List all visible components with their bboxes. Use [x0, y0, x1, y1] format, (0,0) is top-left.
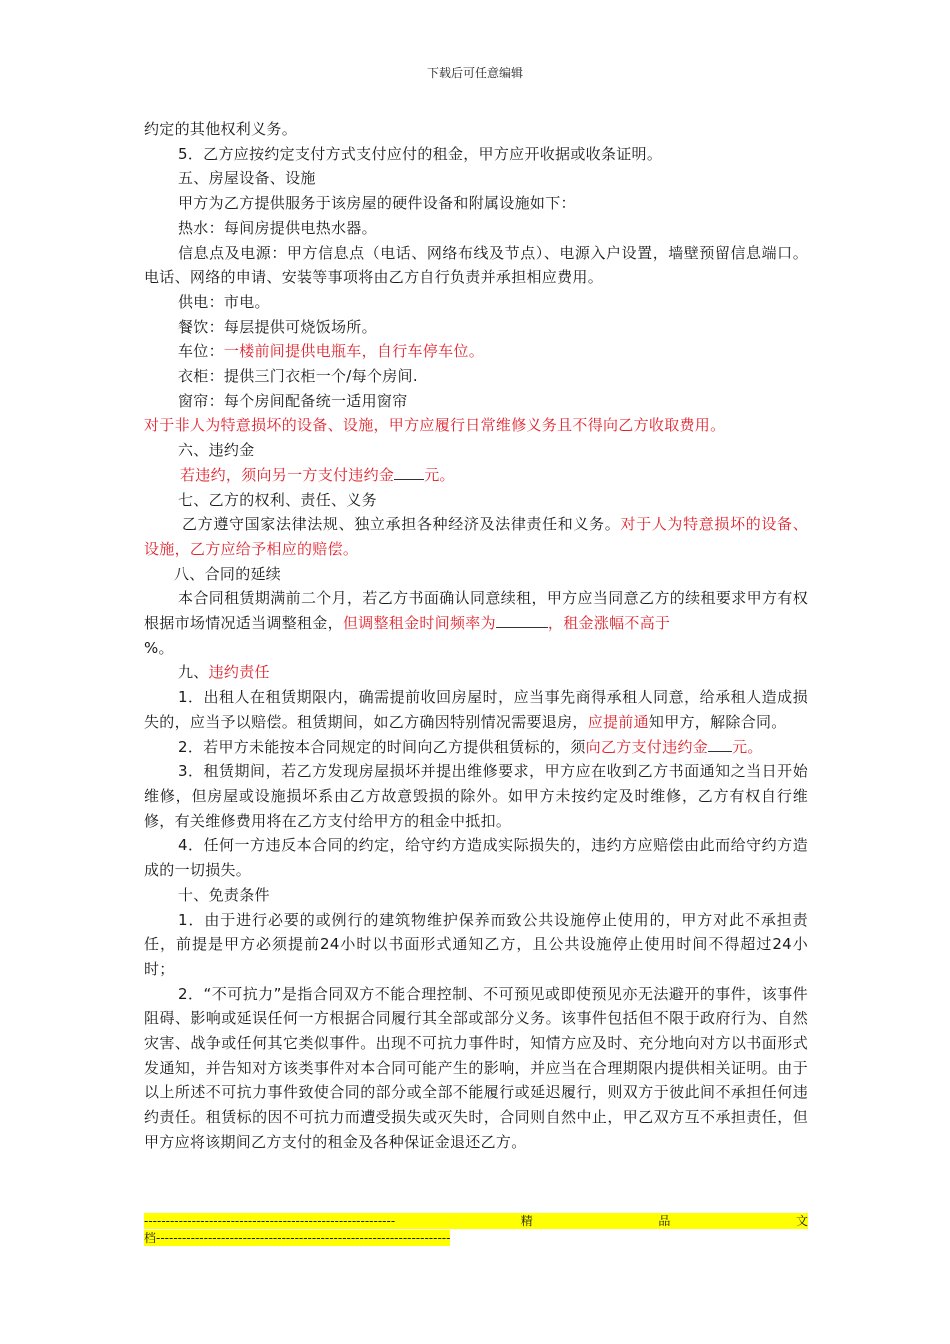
section-heading: 五、房屋设备、设施 — [178, 169, 316, 188]
section-heading: 六、违约金 — [178, 441, 255, 460]
highlight-text: 但调整租金时间频率为 — [342, 614, 496, 633]
text-run: 元。 — [424, 465, 455, 484]
section-heading: 八、合同的延续 — [174, 564, 282, 583]
paragraph — [144, 586, 808, 660]
footer-dashes: ---------------------------------------------------------- — [144, 1214, 396, 1228]
paragraph: 供电：市电。 — [178, 292, 270, 311]
text-run: %。 — [144, 638, 174, 657]
paragraph: 5．乙方应按约定支付方式支付应付的租金，甲方应开收据或收条证明。 — [178, 144, 663, 163]
paragraph: 甲方为乙方提供服务于该房屋的硬件设备和附属设施如下： — [178, 194, 576, 213]
paragraph — [144, 512, 808, 561]
paragraph: 2．“不可抗力”是指合同双方不能合理控制、不可预见或即使预见亦无法避开的事件，该事件阻碍、影响或延误任何一方根据合同履行其全部或部分义务。该事件包括但不限于政府行为、自然灾害、战争或任何其它类似事件。出现不可抗力事件时，知情方应及时、充分地向对方以书面形式发通知，并告知对方该类事件对本合同可能产生的影响，并应当在合理期限内提供相关证明。由于以上所述不可抗力事件致使合同的部分或全部不能履行或延迟履行，则双方于彼此间不承担任何违约责任。租赁标的因不可抗力而遭受损失或灭失时，合同则自然中止，甲乙双方互不承担责任，但甲方应将该期间乙方支付的租金及各种保证金退还乙方。 — [144, 984, 808, 1151]
highlight-text: 应提前通 — [587, 712, 649, 731]
blank-line — [496, 613, 548, 628]
text-run: 乙方遵守国家法律法规、独立承担各种经济及法律责任和义务。 — [182, 515, 621, 534]
highlight-text: ，租金涨幅不高于 — [547, 614, 671, 633]
footer-char: 品 — [658, 1214, 671, 1228]
text-run: 2．若甲方未能按本合同规定的时间向乙方提供租赁标的，须 — [178, 737, 586, 756]
paragraph — [144, 685, 808, 734]
highlight-text: 一楼前间提供电瓶车，自行车停车位。 — [223, 342, 485, 361]
highlight-paragraph: 对于非人为特意损坏的设备、设施，甲方应履行日常维修义务且不得向乙方收取费用。 — [144, 416, 726, 435]
page-footer — [144, 1213, 808, 1246]
blank-line — [394, 465, 424, 480]
paragraph: 信息点及电源：甲方信息点（电话、网络布线及节点）、电源入户设置，墙壁预留信息端口。电话、网络的申请、安装等事项将由乙方自行负责并承担相应费用。 — [144, 243, 808, 287]
paragraph: 4．任何一方违反本合同的约定，给守约方造成实际损失的，违约方应赔偿由此而给守约方造成的一切损失。 — [144, 836, 808, 880]
text-run: 若违约，须向另一方支付违约金 — [180, 465, 395, 484]
document-body — [144, 117, 808, 1155]
text-run: 九、 — [178, 663, 209, 682]
footer-char: 文 — [795, 1214, 808, 1228]
paragraph: 餐饮：每层提供可烧饭场所。 — [178, 317, 377, 336]
section-heading: 七、乙方的权利、责任、义务 — [178, 490, 377, 509]
paragraph — [144, 735, 808, 760]
highlight-text: 对于人为特意损坏的设备、设施，乙方应给予相应的赔偿。 — [144, 515, 808, 558]
text-run: 本合同租赁期满前二个月，若乙方书面确认同意续租，甲方应当同意乙方的续租要求甲方有权根据市场情况适当调整租金， — [144, 589, 808, 633]
text-run: 车位： — [178, 342, 224, 361]
footer-line — [144, 1213, 808, 1229]
highlight-text: 元。 — [732, 737, 763, 756]
paragraph: 窗帘：每个房间配备统一适用窗帘 — [178, 391, 408, 410]
footer-line: 档-------------------------------------------------------------------- — [144, 1231, 451, 1245]
paragraph: 衣柜：提供三门衣柜一个/每个房间. — [178, 367, 418, 386]
section-heading: 十、免责条件 — [178, 885, 270, 904]
highlight-text: 向乙方支付违约金 — [585, 737, 709, 756]
highlight-paragraph — [144, 463, 808, 488]
paragraph: 3．租赁期间，若乙方发现房屋损坏并提出维修要求，甲方应在收到乙方书面通知之当日开始维修，但房屋或设施损坏系由乙方故意毁损的除外。如甲方未按约定及时维修，乙方有权自行维修，有关维修费用将在乙方支付给甲方的租金中抵扣。 — [144, 762, 808, 830]
section-heading — [144, 660, 808, 685]
paragraph: 1．由于进行必要的或例行的建筑物维护保养而致公共设施停止使用的，甲方对此不承担责任，前提是甲方必须提前24小时以书面形式通知乙方，且公共设施停止使用时间不得超过24小时； — [144, 910, 808, 978]
blank-line — [708, 737, 732, 752]
footer-char: 精 — [520, 1214, 533, 1228]
page-header: 下载后可任意编辑 — [426, 66, 523, 80]
paragraph: 热水：每间房提供电热水器。 — [178, 218, 377, 237]
text-run: 知甲方，解除合同。 — [648, 712, 787, 731]
text-run: 1．出租人在租赁期限内，确需提前收回房屋时，应当事先商得承租人同意，给承租人造成损失的，应当予以赔偿。租赁期间，如乙方确因特别情况需要退房， — [144, 688, 808, 731]
paragraph: 约定的其他权利义务。 — [144, 120, 298, 138]
highlight-text: 违约责任 — [208, 663, 270, 682]
paragraph — [144, 339, 808, 364]
